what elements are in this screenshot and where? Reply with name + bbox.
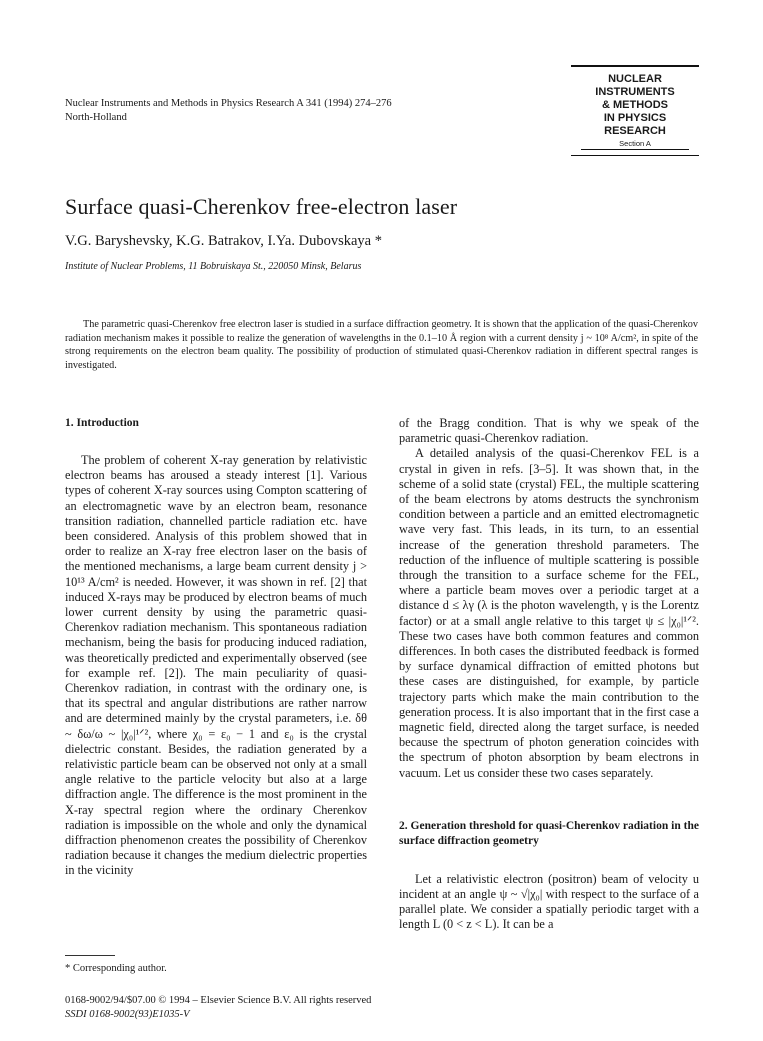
copyright-block [65, 994, 371, 1022]
logo-rule [571, 155, 699, 156]
left-column [65, 416, 367, 879]
journal-line-2: North-Holland [65, 112, 127, 123]
section-heading: 2. Generation threshold for quasi-Cherenkov radiation in the surface diffraction geometry [399, 819, 699, 847]
authors: V.G. Baryshevsky, K.G. Batrakov, I.Ya. Dubovskaya * [65, 233, 382, 249]
copyright-line: 0168-9002/94/$07.00 © 1994 – Elsevier Science B.V. All rights reserved [65, 995, 372, 1006]
ssdi-line: SSDI 0168-9002(93)E1035-V [65, 1009, 190, 1020]
affiliation: Institute of Nuclear Problems, 11 Bobruiskaya St., 220050 Minsk, Belarus [65, 261, 362, 272]
logo-line: IN PHYSICS [603, 112, 667, 124]
journal-line-1: Nuclear Instruments and Methods in Physics Research A 341 (1994) 274–276 [65, 98, 392, 109]
footnote-rule [65, 955, 115, 956]
paragraph: of the Bragg condition. That is why we speak of the parametric quasi-Cherenkov radiation. [399, 416, 699, 446]
abstract: The parametric quasi-Cherenkov free electron laser is studied in a surface diffraction geometry. It is shown that the application of the quasi-Cherenkov radiation mechanism makes it possible to realize the generation of wavelengths in the 0.1–10 Å region with a current density j ~ 10⁸ A/cm², in spite of the strong requirements on the electron beam quality. The possibility of production of stimulated quasi-Cherenkov radiation in different spectral ranges is investigated. [65, 319, 698, 371]
logo-line: & METHODS [602, 99, 668, 111]
paragraph: A detailed analysis of the quasi-Cherenkov FEL is a crystal in given in refs. [3–5]. It was shown that, in the scheme of a solid state (crystal) FEL, the multiple scattering of the beam electrons by atoms destructs the synchronism condition between a particle and an emitted electromagnetic wave very fast. This leads, in its turn, to an essential increase of the generation threshold parameters. The reduction of the influence of multiple scattering is possible through the transition to a surface scheme for the FEL, where a particle beam moves over a periodic target at a distance d ≤ λγ (λ is the photon wavelength, γ is the Lorentz factor) or at a small angle relative to this target ψ ≤ |χ₀|¹ᐟ². These two cases have both common features and common differences. In both cases the distributed feedback is formed by surface dynamical diffraction of emitted photons but these cases are distinguished, for example, by particle trajectory parts which make the main contribution to the generation process. It is also important that in the first case a magnetic field, directed along the target surface, is needed because the spectrum of photon generation coincides with the spectrum of photon absorption by beam electrons in vacuum. Let us consider these two cases separately. [399, 446, 699, 780]
paragraph: Let a relativistic electron (positron) beam of velocity u incident at an angle ψ ~ √|χ₀| with respect to the surface of a parallel plate. We consider a spatially periodic target with a length L (0 < z < L). It can be a [399, 871, 699, 932]
paper-title: Surface quasi-Cherenkov free-electron laser [65, 194, 458, 219]
footnote: * Corresponding author. [65, 963, 167, 974]
right-column [399, 416, 699, 933]
section-heading: 1. Introduction [65, 417, 139, 429]
logo-line: INSTRUMENTS [595, 86, 675, 98]
journal-citation [65, 97, 392, 125]
journal-logo [571, 65, 699, 156]
logo-line: RESEARCH [604, 125, 666, 137]
paragraph: The problem of coherent X-ray generation by relativistic electron beams has aroused a steady interest [1]. Various types of coherent X-ray sources using Compton scattering of an electromagnetic wave by an electron beam, resonance transition radiation, channelled particle radiation etc. have been considered. Analysis of this problem showed that in order to realize an X-ray free electron laser on the basis of the mentioned mechanisms, a large beam current density j > 10¹³ A/cm² is needed. However, it was shown in ref. [2] that induced X-rays may be produced by electron beams of much lower current density by using the parametric quasi-Cherenkov radiation mechanism. This spontaneous radiation mechanism, being the basis for producing induced radiation, was theoretically predicted and experimentally observed (see for example ref. [2]). The main peculiarity of quasi-Cherenkov radiation, in contrast with the ordinary one, is that its spectral and angular distributions are rather narrow and are determined mainly by the crystal parameters, i.e. δθ ~ δω/ω ~ |χ₀|¹ᐟ², where χ₀ = ε₀ − 1 and ε₀ is the crystal dielectric constant. Besides, the radiation generated by a relativistic particle beam can be observed not only at a small angle relative to the particle velocity but also at a large diffraction angle. The difference is the most prominent in the X-ray spectral region where the ordinary Cherenkov radiation is impossible on the whole and only the dynamical diffraction phenomenon creates the possibility of Cherenkov radiation because it changes the medium dielectric properties in the vicinity [65, 453, 367, 878]
logo-line: NUCLEAR [608, 73, 662, 85]
logo-section: Section A [581, 139, 689, 150]
